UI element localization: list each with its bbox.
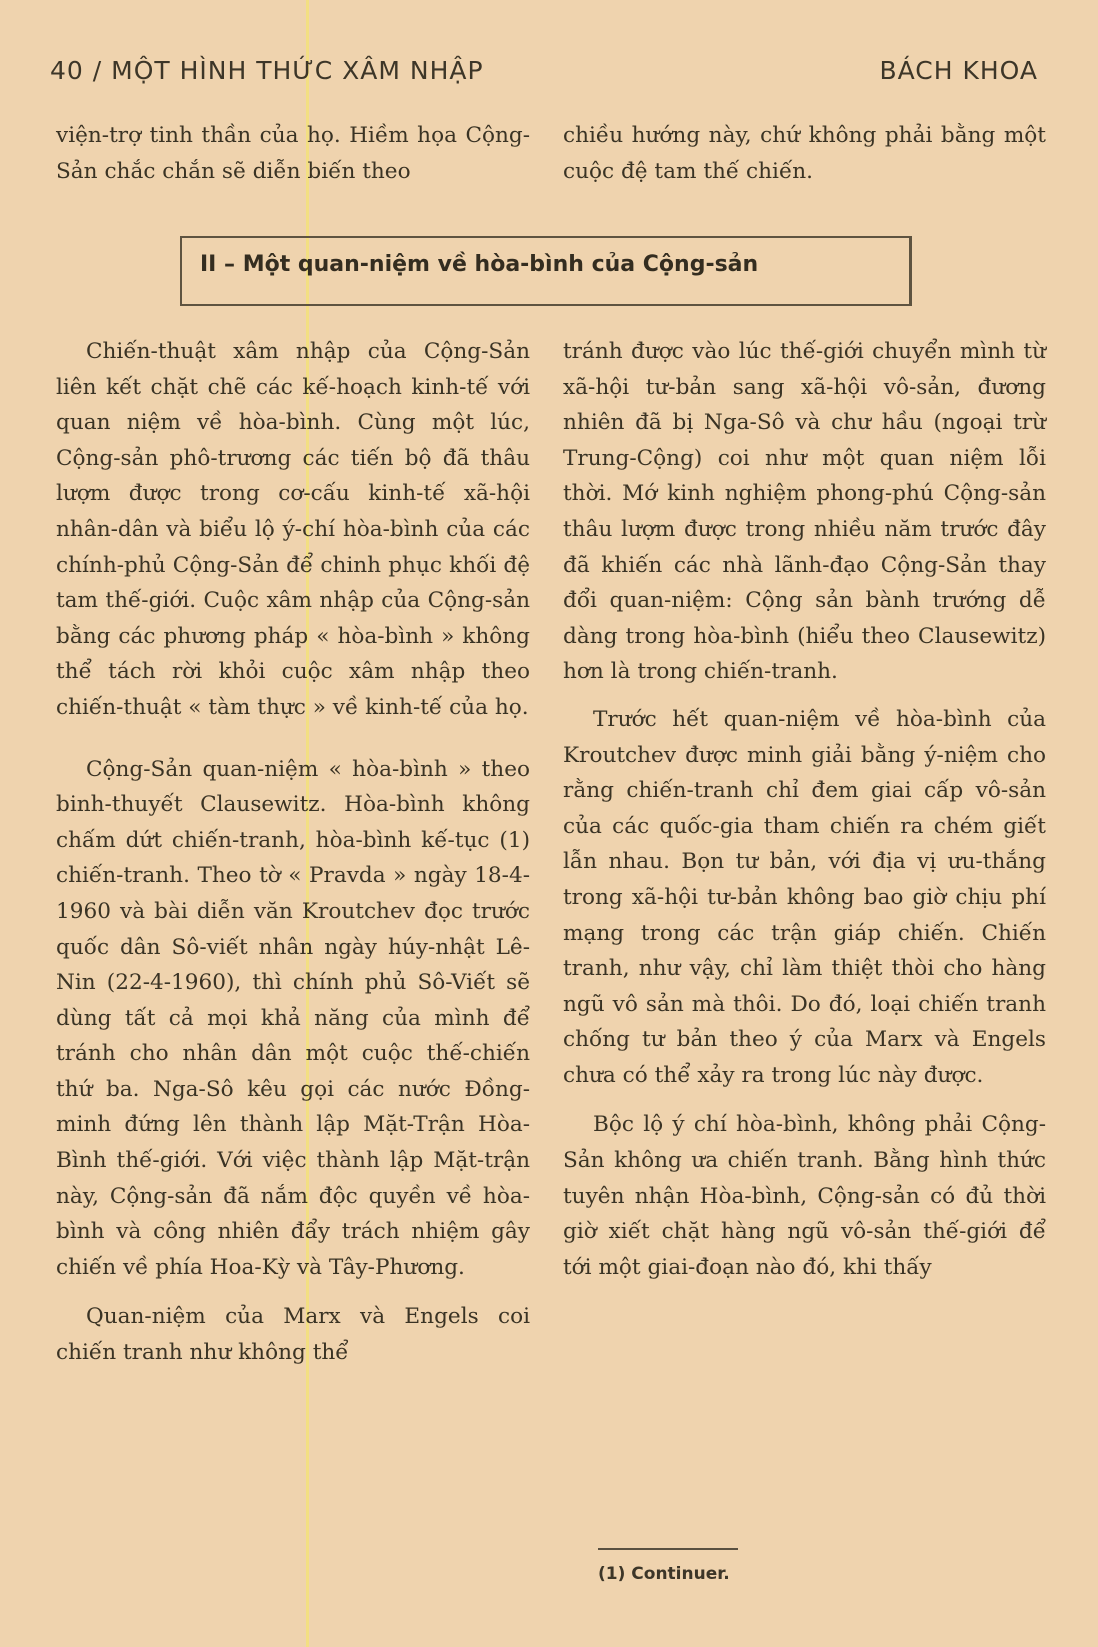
section-title: II – Một quan-niệm về hòa-bình của Cộng-sản [200,252,759,277]
intro-right-column [563,118,1046,189]
header-page-title: 40 / MỘT HÌNH THỨC XÂM NHẬP [50,56,484,85]
paragraph-gap [56,726,530,752]
running-header [50,56,1038,96]
paragraph-gap [563,1093,1046,1107]
intro-left-column [56,118,530,189]
left-paragraph-3: Quan-niệm của Marx và Engels coi chiến tranh như không thể [56,1304,530,1366]
right-column [563,334,1046,1285]
section-heading-box [180,236,912,306]
header-magazine-name: BÁCH KHOA [879,56,1038,85]
right-paragraph-2: Trước hết quan-niệm về hòa-bình của Kroutchev được minh giải bằng ý-niệm cho rằng chiến-tranh chỉ đem giai cấp vô-sản của các quốc-gia tham chiến ra chém giết lẫn nhau. Bọn tư bản, với địa vị ưu-thắng trong xã-hội tư-bản không bao giờ chịu phí mạng trong các trận giáp chiến. Chiến tranh, như vậy, chỉ làm thiệt thòi cho hàng ngũ vô sản mà thôi. Do đó, loại chiến tranh chống tư bản theo ý của Marx và Engels chưa có thể xảy ra trong lúc này được. [563,706,1046,1088]
left-column [56,334,530,1371]
left-paragraph-2: Cộng-Sản quan-niệm « hòa-bình » theo binh-thuyết Clausewitz. Hòa-bình không chấm dứt chiến-tranh, hòa-bình kế-tục (1) chiến-tranh. Theo tờ « Pravda » ngày 18-4-1960 và bài diễn văn Kroutchev đọc trước quốc dân Sô-viết nhân ngày húy-nhật Lê-Nin (22-4-1960), thì chính phủ Sô-Viết sẽ dùng tất cả mọi khả năng của mình để tránh cho nhân dân một cuộc thế-chiến thứ ba. Nga-Sô kêu gọi các nước Đồng-minh đứng lên thành lập Mặt-Trận Hòa-Bình thế-giới. Với việc thành lập Mặt-trận này, Cộng-sản đã nắm độc quyền về hòa-bình và công nhiên đẩy trách nhiệm gây chiến về phía Hoa-Kỳ và Tây-Phương. [56,756,530,1280]
paragraph-gap [56,1285,530,1299]
right-paragraph-1: tránh được vào lúc thế-giới chuyển mình từ xã-hội tư-bản sang xã-hội vô-sản, đương nhiên đã bị Nga-Sô và chư hầu (ngoại trừ Trung-Cộng) coi như một quan niệm lỗi thời. Mớ kinh nghiệm phong-phú Cộng-sản thâu lượm được trong nhiều năm trước đây đã khiến các nhà lãnh-đạo Cộng-Sản thay đổi quan-niệm: Cộng sản bành trướng dễ dàng trong hòa-bình (hiểu theo Clausewitz) hơn là trong chiến-tranh. [563,339,1046,685]
footnote: (1) Continuer. [598,1564,730,1584]
paragraph-gap [563,690,1046,702]
intro-left-text: viện-trợ tinh thần của họ. Hiềm họa Cộng-Sản chắc chắn sẽ diễn biến theo [56,123,530,184]
intro-right-text: chiều hướng này, chứ không phải bằng một cuộc đệ tam thế chiến. [563,123,1046,184]
left-paragraph-1: Chiến-thuật xâm nhập của Cộng-Sản liên kết chặt chẽ các kế-hoạch kinh-tế với quan niệm về hòa-bình. Cùng một lúc, Cộng-sản phô-trương các tiến bộ đã thâu lượm được trong cơ-cấu kinh-tế xã-hội nhân-dân và biểu lộ ý-chí hòa-bình của các chính-phủ Cộng-Sản để chinh phục khối đệ tam thế-giới. Cuộc xâm nhập của Cộng-sản bằng các phương pháp « hòa-bình » không thể tách rời khỏi cuộc xâm nhập theo chiến-thuật « tàm thực » về kinh-tế của họ. [56,339,530,720]
footnote-divider [598,1548,738,1550]
right-paragraph-3: Bộc lộ ý chí hòa-bình, không phải Cộng-Sản không ưa chiến tranh. Bằng hình thức tuyên nhận Hòa-bình, Cộng-sản có đủ thời giờ xiết chặt hàng ngũ vô-sản thế-giới để tới một giai-đoạn nào đó, khi thấy [563,1112,1046,1280]
